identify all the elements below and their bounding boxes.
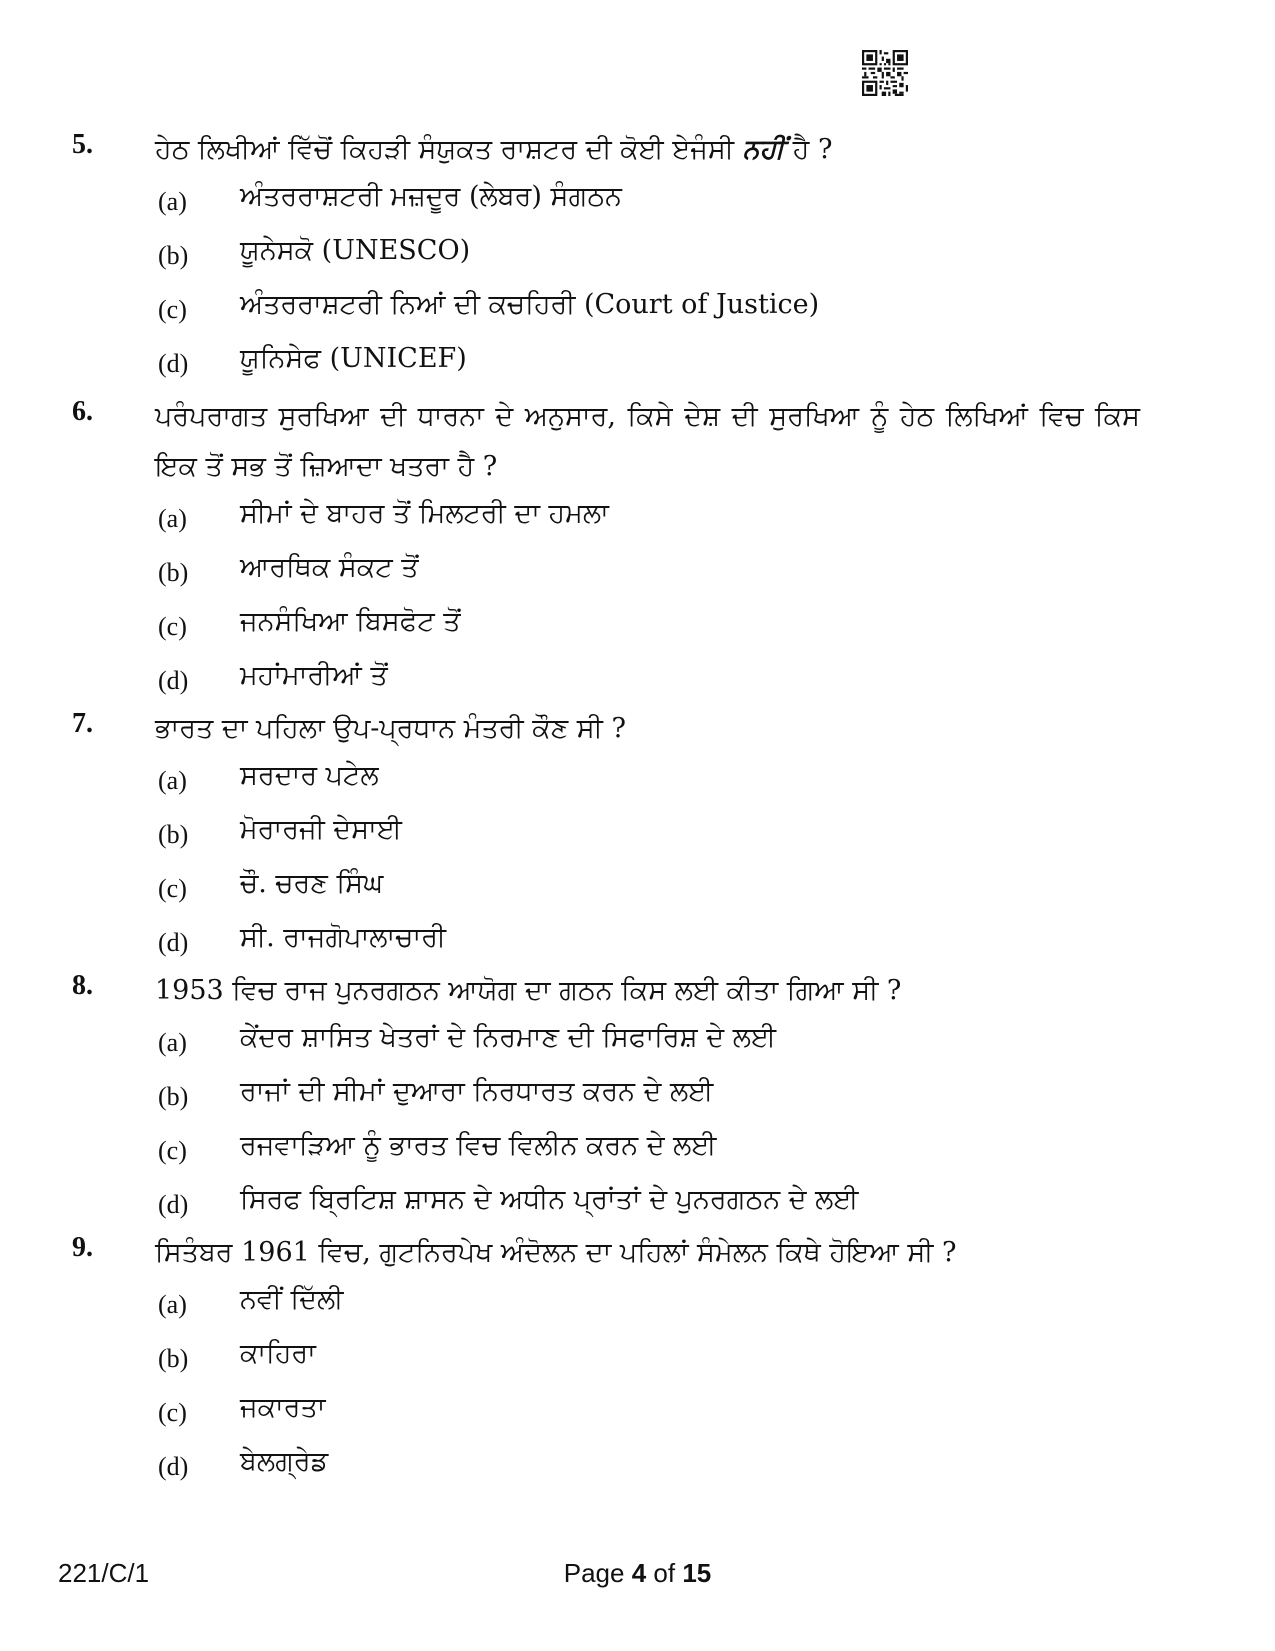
option-text: ਮੋਰਾਰਜੀ ਦੇਸਾਈ [240,814,402,845]
option-label: (d) [158,1452,189,1481]
question-number: 7. [72,708,93,739]
option-text: ਨਵੀਂ ਦਿੱਲੀ [240,1284,344,1315]
option-d [0,1180,1275,1234]
option-label: (d) [158,349,189,378]
question-5 [0,125,1275,393]
option-label: (b) [158,1082,189,1111]
option-b [0,548,1275,602]
option-label: (a) [158,504,187,533]
option-label: (c) [158,1136,187,1165]
option-b [0,1072,1275,1126]
option-c [0,1388,1275,1442]
option-text: ਯੂਨਿਸੇਫ (UNICEF) [240,343,467,374]
option-text: ਕਾਹਿਰਾ [240,1338,316,1369]
option-a [0,1280,1275,1334]
option-text: ਮਹਾਂਮਾਰੀਆਂ ਤੋਂ [240,660,388,691]
question-text: ਭਾਰਤ ਦਾ ਪਹਿਲਾ ਉਪ-ਪ੍ਰਧਾਨ ਮੰਤਰੀ ਕੌਣ ਸੀ ? [155,713,626,744]
option-a [0,1018,1275,1072]
option-label: (c) [158,1398,187,1427]
question-text: ਹੇਠ ਲਿਖੀਆਂ ਵਿੱਚੋਂ ਕਿਹੜੀ ਸੰਯੁਕਤ ਰਾਸ਼ਟਰ ਦੀ ਕੋਈ ਏਜੰਸੀ ਨਹੀਂ ਹੈ ? [155,134,833,165]
qr-code [862,50,908,96]
option-label: (a) [158,187,187,216]
option-text: ਸਰਦਾਰ ਪਟੇਲ [240,760,379,791]
option-label: (b) [158,558,189,587]
option-d [0,339,1275,393]
option-text: ਯੂਨੇਸਕੋ (UNESCO) [240,235,471,266]
option-label: (d) [158,1190,189,1219]
option-text: ਬੇਲਗ੍ਰੇਡ [240,1446,329,1477]
option-text: ਅੰਤਰਰਾਸ਼ਟਰੀ ਨਿਆਂ ਦੀ ਕਚਹਿਰੀ (Court of Justice) [240,289,820,320]
emphasis-word: ਨਹੀਂ [742,134,785,165]
option-label: (a) [158,1028,187,1057]
option-text: ਕੇਂਦਰ ਸ਼ਾਸਿਤ ਖੇਤਰਾਂ ਦੇ ਨਿਰਮਾਣ ਦੀ ਸਿਫਾਰਿਸ਼ ਦੇ ਲਈ [240,1022,777,1053]
question-number: 5. [72,129,93,160]
option-label: (b) [158,1344,189,1373]
option-b [0,1334,1275,1388]
option-label: (d) [158,666,189,695]
option-label: (b) [158,820,189,849]
option-c [0,1126,1275,1180]
option-b [0,231,1275,285]
question-6 [0,392,1275,710]
option-text: ਰਾਜਾਂ ਦੀ ਸੀਮਾਂ ਦੁਆਰਾ ਨਿਰਧਾਰਤ ਕਰਨ ਦੇ ਲਈ [240,1076,714,1107]
option-text: ਆਰਥਿਕ ਸੰਕਟ ਤੋਂ [240,552,419,583]
option-a [0,756,1275,810]
option-c [0,864,1275,918]
question-number: 8. [72,970,93,1001]
question-text: 1953 ਵਿਚ ਰਾਜ ਪੁਨਰਗਠਨ ਆਯੋਗ ਦਾ ਗਠਨ ਕਿਸ ਲਈ ਕੀਤਾ ਗਿਆ ਸੀ ? [155,975,902,1006]
question-9 [0,1228,1275,1496]
option-label: (a) [158,766,187,795]
option-label: (c) [158,295,187,324]
option-label: (d) [158,928,189,957]
paper-code: 221/C/1 [58,1558,150,1588]
option-label: (c) [158,874,187,903]
option-c [0,285,1275,339]
option-c [0,602,1275,656]
option-a [0,494,1275,548]
option-text: ਜਕਾਰਤਾ [240,1392,326,1423]
option-text: ਅੰਤਰਰਾਸ਼ਟਰੀ ਮਜ਼ਦੂਰ (ਲੇਬਰ) ਸੰਗਠਨ [240,181,622,212]
question-text: ਪਰੰਪਰਾਗਤ ਸੁਰਖਿਆ ਦੀ ਧਾਰਨਾ ਦੇ ਅਨੁਸਾਰ, ਕਿਸੇ ਦੇਸ਼ ਦੀ ਸੁਰਖਿਆ ਨੂੰ ਹੇਠ ਲਿਖਿਆਂ ਵਿਚ ਕਿਸ ਇਕ ਤੋਂ ਸਭ ਤੋਂ ਜ਼ਿਆਦਾ ਖਤਰਾ ਹੈ ? [155,401,1140,482]
option-label: (c) [158,612,187,641]
option-a [0,177,1275,231]
option-text: ਜਨਸੰਖਿਆ ਬਿਸਫੋਟ ਤੋਂ [240,606,461,637]
option-b [0,810,1275,864]
page-number: Page 4 of 15 [563,1558,712,1588]
option-d [0,918,1275,972]
option-text: ਸਿਰਫ ਬ੍ਰਿਟਿਸ਼ ਸ਼ਾਸਨ ਦੇ ਅਧੀਨ ਪ੍ਰਾਂਤਾਂ ਦੇ ਪੁਨਰਗਠਨ ਦੇ ਲਈ [240,1184,859,1215]
question-7 [0,704,1275,972]
option-text: ਸੀ. ਰਾਜਗੋਪਾਲਾਚਾਰੀ [240,922,447,953]
question-8 [0,966,1275,1234]
question-number: 9. [72,1232,93,1263]
option-text: ਚੌ. ਚਰਣ ਸਿੰਘ [240,868,384,899]
option-d [0,656,1275,710]
option-text: ਰਜਵਾੜਿਆ ਨੂੰ ਭਾਰਤ ਵਿਚ ਵਿਲੀਨ ਕਰਨ ਦੇ ਲਈ [240,1130,717,1161]
question-number: 6. [72,396,93,427]
option-label: (b) [158,241,189,270]
option-text: ਸੀਮਾਂ ਦੇ ਬਾਹਰ ਤੋਂ ਮਿਲਟਰੀ ਦਾ ਹਮਲਾ [240,498,609,529]
option-label: (a) [158,1290,187,1319]
question-text: ਸਿਤੰਬਰ 1961 ਵਿਚ, ਗੁਟਨਿਰਪੇਖ ਅੰਦੋਲਨ ਦਾ ਪਹਿਲਾਂ ਸੰਮੇਲਨ ਕਿਥੇ ਹੋਇਆ ਸੀ ? [155,1237,957,1268]
option-d [0,1442,1275,1496]
